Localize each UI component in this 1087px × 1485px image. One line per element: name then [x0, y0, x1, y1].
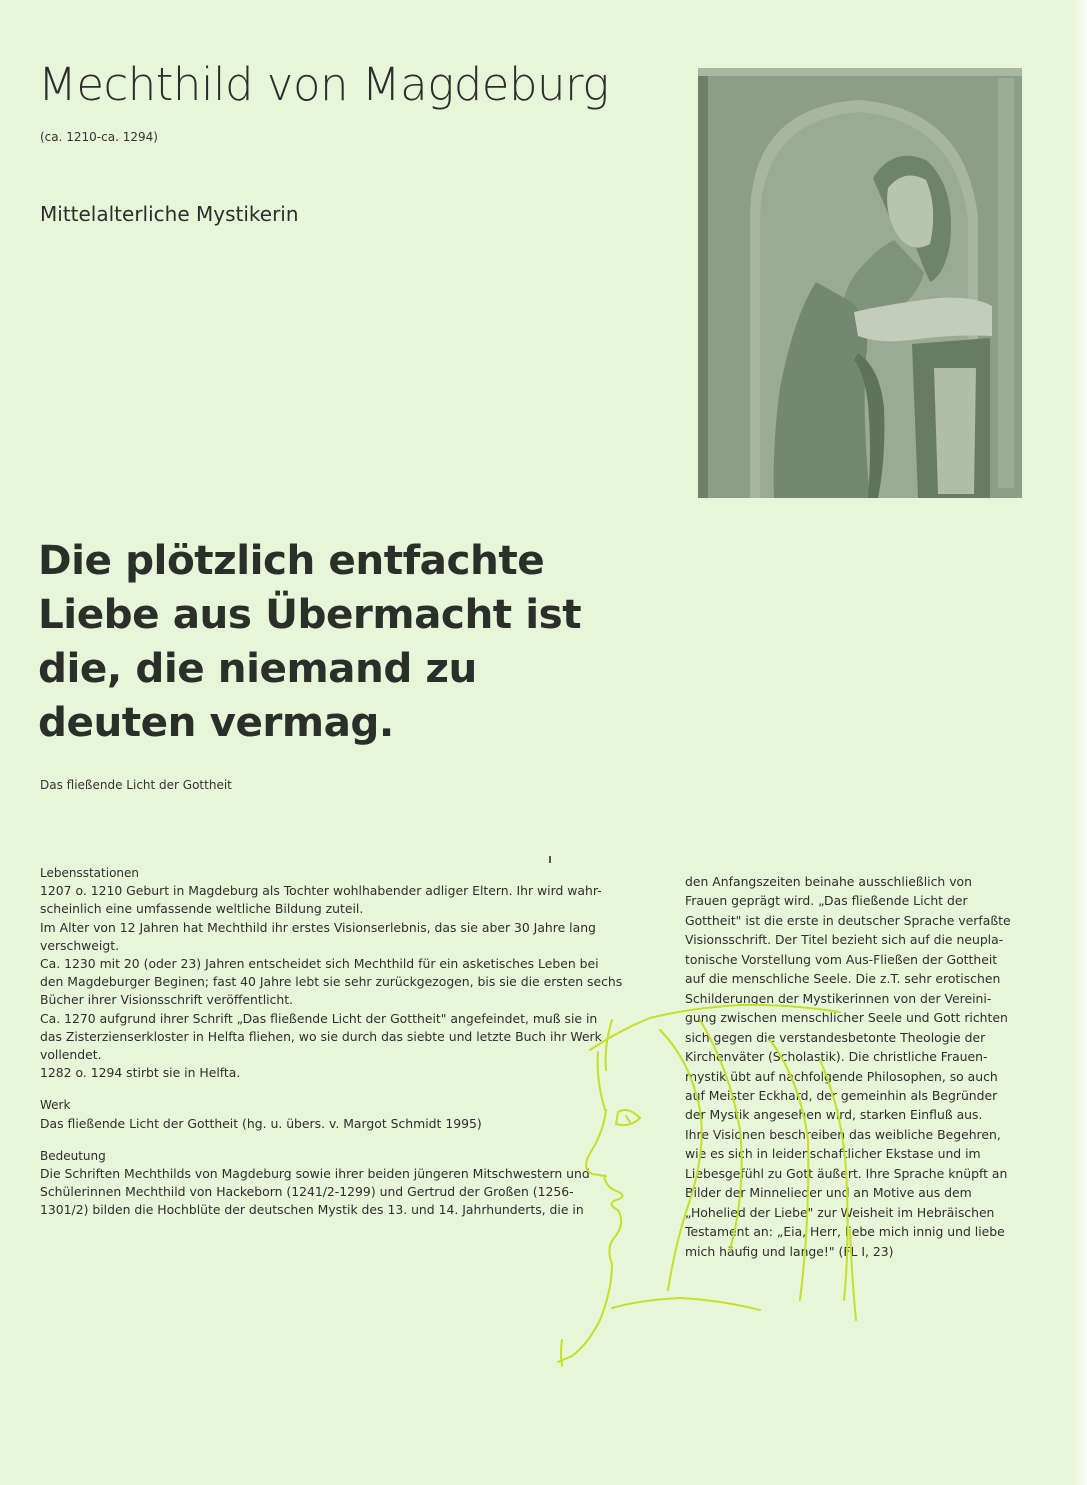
text-line: das Zisterzienserkloster in Helfta fliehen, wo sie durch das siebte und letzte Buch ihr Werk	[40, 1028, 602, 1044]
text-line: Bilder der Minnelieder und an Motive aus dem	[685, 1185, 972, 1201]
text-line: scheinlich eine umfassende weltliche Bildung zuteil.	[40, 901, 364, 917]
text-line: den Magdeburger Beginen; fast 40 Jahre lebt sie sehr zurückgezogen, bis sie die ersten sechs	[40, 974, 623, 990]
life-dates: (ca. 1210-ca. 1294)	[40, 130, 158, 144]
text-line: verschweigt.	[40, 937, 120, 953]
text-line: auf Meister Eckhard, der gemeinhin als Begründer	[685, 1087, 998, 1103]
page-title: Mechthild von Magdeburg	[38, 58, 609, 111]
text-line: Schilderungen der Mystikerinnen von der Vereini-	[685, 990, 992, 1006]
text-line: Ca. 1270 aufgrund ihrer Schrift „Das fließende Licht der Gottheit" angefeindet, muß sie in	[40, 1010, 598, 1026]
relief-carving-icon	[698, 68, 1022, 498]
quote-line: die, die niemand zu	[38, 644, 477, 692]
relief-image	[698, 68, 1022, 498]
text-line: Frauen geprägt wird. „Das fließende Licht der	[685, 893, 968, 909]
page-subtitle: Mittelalterliche Mystikerin	[40, 202, 299, 226]
text-line: 1282 o. 1294 stirbt sie in Helfta.	[40, 1065, 241, 1081]
text-line: Ihre Visionen beschreiben das weibliche Begehren,	[685, 1126, 1001, 1142]
text-line: mich häufig und lange!" (FL I, 23)	[685, 1243, 894, 1259]
text-line: Ca. 1230 mit 20 (oder 23) Jahren entscheidet sich Mechthild für ein asketisches Leben bei	[40, 956, 599, 972]
text-line: Testament an: „Eia, Herr, liebe mich innig und liebe	[685, 1224, 1005, 1240]
text-line: 1207 o. 1210 Geburt in Magdeburg als Tochter wohlhabender adliger Eltern. Ihr wird wahr-	[40, 883, 602, 899]
main-quote	[38, 533, 678, 749]
text-line: den Anfangszeiten beinahe ausschließlich von	[685, 874, 972, 889]
text-line: wie es sich in leidenschaftlicher Ekstase und im	[685, 1146, 981, 1162]
section-heading: Bedeutung	[40, 1148, 106, 1163]
text-line: der Mystik angesehen wird, starken Einfluß aus.	[685, 1107, 983, 1123]
text-line: Die Schriften Mechthilds von Magdeburg sowie ihrer beiden jüngeren Mitschwestern und	[40, 1166, 590, 1182]
text-line: auf die menschliche Seele. Die z.T. sehr erotischen	[685, 971, 1001, 987]
text-line: 1301/2) bilden die Hochblüte der deutschen Mystik des 13. und 14. Jahrhunderts, die in	[40, 1202, 584, 1218]
text-line: Schülerinnen Mechthild von Hackeborn (1241/2-1299) und Gertrud der Großen (1256-	[40, 1184, 574, 1200]
text-line: sich gegen die verstandesbetonte Theologie der	[685, 1029, 986, 1045]
text-line: Bücher ihrer Visionsschrift veröffentlicht.	[40, 992, 294, 1008]
quote-line: Die plötzlich entfachte	[38, 536, 545, 584]
text-line: mystik übt auf nachfolgende Philosophen, so auch	[685, 1068, 998, 1084]
scan-speck	[549, 856, 551, 863]
spacer	[40, 1133, 640, 1147]
text-line: tonische Vorstellung vom Aus-Fließen der Gottheit	[685, 951, 998, 967]
text-line: Gottheit" ist die erste in deutscher Sprache verfaßte	[685, 912, 1011, 928]
text-line: Das fließende Licht der Gottheit (hg. u. übers. v. Margot Schmidt 1995)	[40, 1115, 482, 1131]
quote-line: Liebe aus Übermacht ist	[38, 590, 582, 638]
section-heading: Werk	[40, 1098, 71, 1113]
text-line: Kirchenväter (Scholastik). Die christliche Frauen-	[685, 1049, 988, 1065]
text-line: gung zwischen menschlicher Seele und Gott richten	[685, 1010, 1008, 1026]
text-line: „Hohelied der Liebe" zur Weisheit im Hebräischen	[685, 1204, 995, 1220]
quote-source: Das fließende Licht der Gottheit	[40, 778, 232, 792]
section-heading: Lebensstationen	[40, 866, 139, 880]
quote-line: deuten vermag.	[38, 698, 394, 746]
text-column-right	[685, 872, 1030, 1261]
text-line: Visionsschrift. Der Titel bezieht sich auf die neupla-	[685, 932, 1004, 948]
text-line: Liebesgefühl zu Gott äußert. Ihre Sprache knüpft an	[685, 1165, 1008, 1181]
text-line: vollendet.	[40, 1047, 102, 1063]
text-line: Im Alter von 12 Jahren hat Mechthild ihr erstes Visionserlebnis, das sie aber 30 Jahre lang	[40, 919, 596, 935]
text-column-left	[40, 864, 640, 1220]
spacer	[40, 1082, 640, 1096]
